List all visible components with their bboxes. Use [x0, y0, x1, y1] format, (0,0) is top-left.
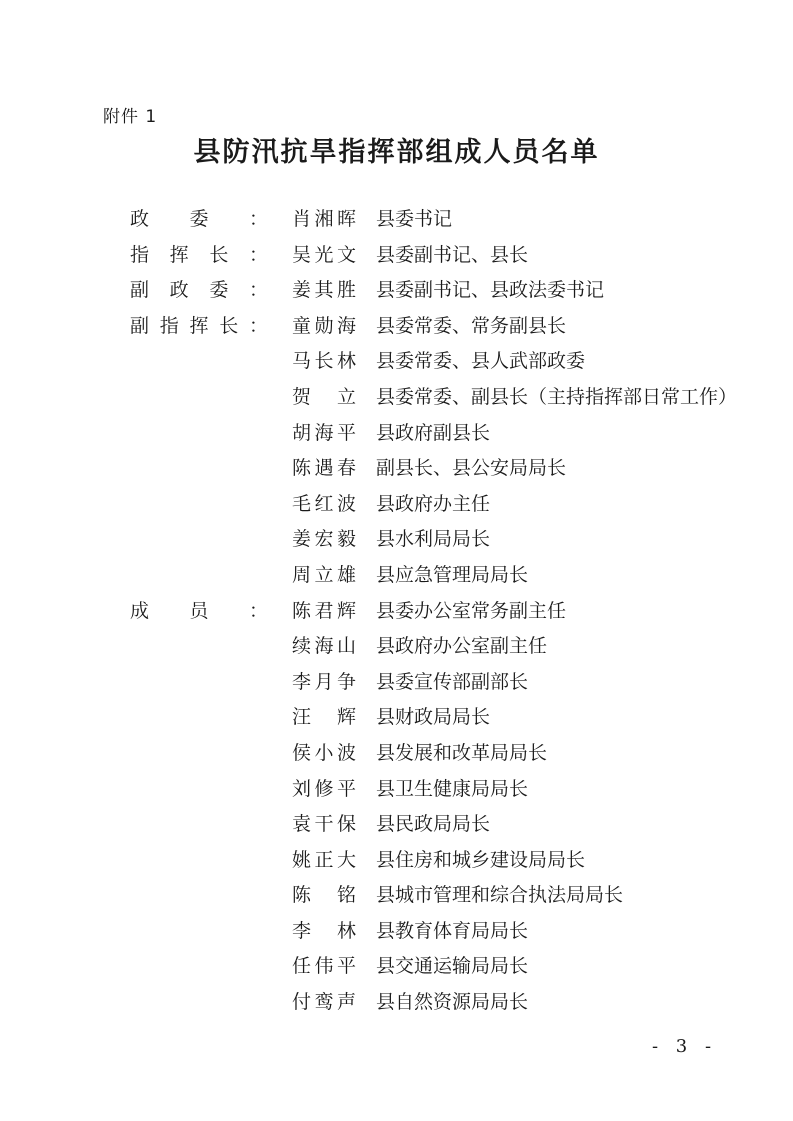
member-role	[130, 914, 268, 950]
member-role	[130, 700, 268, 736]
member-post: 县自然资源局局长	[376, 991, 529, 1014]
member-role	[130, 949, 268, 985]
member-name: 陈 君 辉	[292, 599, 356, 622]
member-role: 副 指 挥 长 ：	[130, 314, 268, 337]
member-name: 陈 遇 春	[292, 457, 356, 480]
member-post: 县财政局局长	[376, 706, 491, 729]
member-role	[130, 558, 268, 594]
member-name: 姜 宏 毅	[292, 528, 356, 551]
member-name: 姚 正 大	[292, 848, 356, 871]
member-role	[130, 522, 268, 558]
member-post: 县教育体育局局长	[376, 919, 529, 942]
member-role: 副 政 委 ：	[130, 279, 268, 302]
member-role	[130, 629, 268, 665]
member-name: 汪 辉	[292, 706, 356, 729]
member-post: 县政府办公室副主任	[376, 635, 548, 658]
member-name: 李 月 争	[292, 670, 356, 693]
member-row	[0, 309, 793, 345]
member-role	[130, 878, 268, 914]
member-name: 袁 干 保	[292, 813, 356, 836]
member-post: 县住房和城乡建设局局长	[376, 848, 586, 871]
member-row	[0, 985, 793, 1021]
member-role	[130, 843, 268, 879]
member-row	[0, 416, 793, 452]
member-post: 县应急管理局局长	[376, 563, 529, 586]
member-name: 李 林	[292, 919, 356, 942]
member-row	[0, 629, 793, 665]
member-row	[0, 487, 793, 523]
member-post: 县委书记	[376, 208, 453, 230]
member-role	[130, 985, 268, 1021]
member-name: 续 海 山	[292, 635, 356, 658]
member-post: 县委常委、县人武部政委	[376, 350, 586, 373]
member-role	[130, 772, 268, 808]
member-row	[0, 843, 793, 879]
member-post: 县卫生健康局局长	[376, 777, 529, 800]
member-name: 贺 立	[292, 385, 356, 408]
member-role	[130, 665, 268, 701]
member-row	[0, 202, 793, 238]
member-name: 周 立 雄	[292, 563, 356, 586]
member-post: 县城市管理和综合执法局局长	[376, 884, 624, 907]
member-post: 县委常委、常务副县长	[376, 314, 567, 337]
member-name: 童 勋 海	[292, 314, 356, 337]
page-number: - 3 -	[652, 1036, 718, 1057]
member-post: 副县长、县公安局局长	[376, 457, 567, 480]
member-name: 吴 光 文	[292, 243, 356, 266]
member-row	[0, 914, 793, 950]
member-role: 指 挥 长 ：	[130, 243, 268, 266]
member-role	[130, 807, 268, 843]
member-role: 成 员 ：	[130, 599, 268, 622]
member-role	[130, 451, 268, 487]
member-name: 胡 海 平	[292, 421, 356, 444]
member-row	[0, 949, 793, 985]
member-name: 肖 湘 晖	[292, 208, 356, 230]
member-row	[0, 665, 793, 701]
member-post: 县委副书记、县长	[376, 243, 529, 266]
member-name: 付 鸾 声	[292, 991, 356, 1014]
member-post: 县民政局局长	[376, 813, 491, 836]
member-role: 政 委 ：	[130, 208, 268, 230]
member-name: 刘 修 平	[292, 777, 356, 800]
member-row	[0, 736, 793, 772]
member-post: 县委宣传部副部长	[376, 670, 529, 693]
member-post: 县政府办主任	[376, 492, 491, 515]
member-role	[130, 487, 268, 523]
member-post: 县水利局局长	[376, 528, 491, 551]
member-row	[0, 594, 793, 630]
member-post: 县委副书记、县政法委书记	[376, 279, 605, 302]
member-role	[130, 380, 268, 416]
attachment-label: 附件 1	[103, 107, 158, 127]
member-post: 县委常委、副县长（主持指挥部日常工作）	[376, 385, 738, 408]
member-row	[0, 522, 793, 558]
member-row	[0, 700, 793, 736]
member-name: 侯 小 波	[292, 741, 356, 764]
document-title: 县防汛抗旱指挥部组成人员名单	[193, 137, 600, 168]
member-row	[0, 878, 793, 914]
member-row	[0, 558, 793, 594]
member-post: 县交通运输局局长	[376, 955, 529, 978]
member-row	[0, 273, 793, 309]
member-name: 毛 红 波	[292, 492, 356, 515]
roster-list	[0, 202, 793, 1021]
member-name: 姜 其 胜	[292, 279, 356, 302]
member-row	[0, 772, 793, 808]
member-role	[130, 416, 268, 452]
member-post: 县政府副县长	[376, 421, 491, 444]
member-role	[130, 344, 268, 380]
member-row	[0, 344, 793, 380]
member-row	[0, 807, 793, 843]
member-row	[0, 238, 793, 274]
member-role	[130, 736, 268, 772]
member-row	[0, 380, 793, 416]
member-name: 任 伟 平	[292, 955, 356, 978]
member-row	[0, 451, 793, 487]
member-name: 陈 铭	[292, 884, 356, 907]
member-post: 县委办公室常务副主任	[376, 599, 567, 622]
member-name: 马 长 林	[292, 350, 356, 373]
member-post: 县发展和改革局局长	[376, 741, 548, 764]
